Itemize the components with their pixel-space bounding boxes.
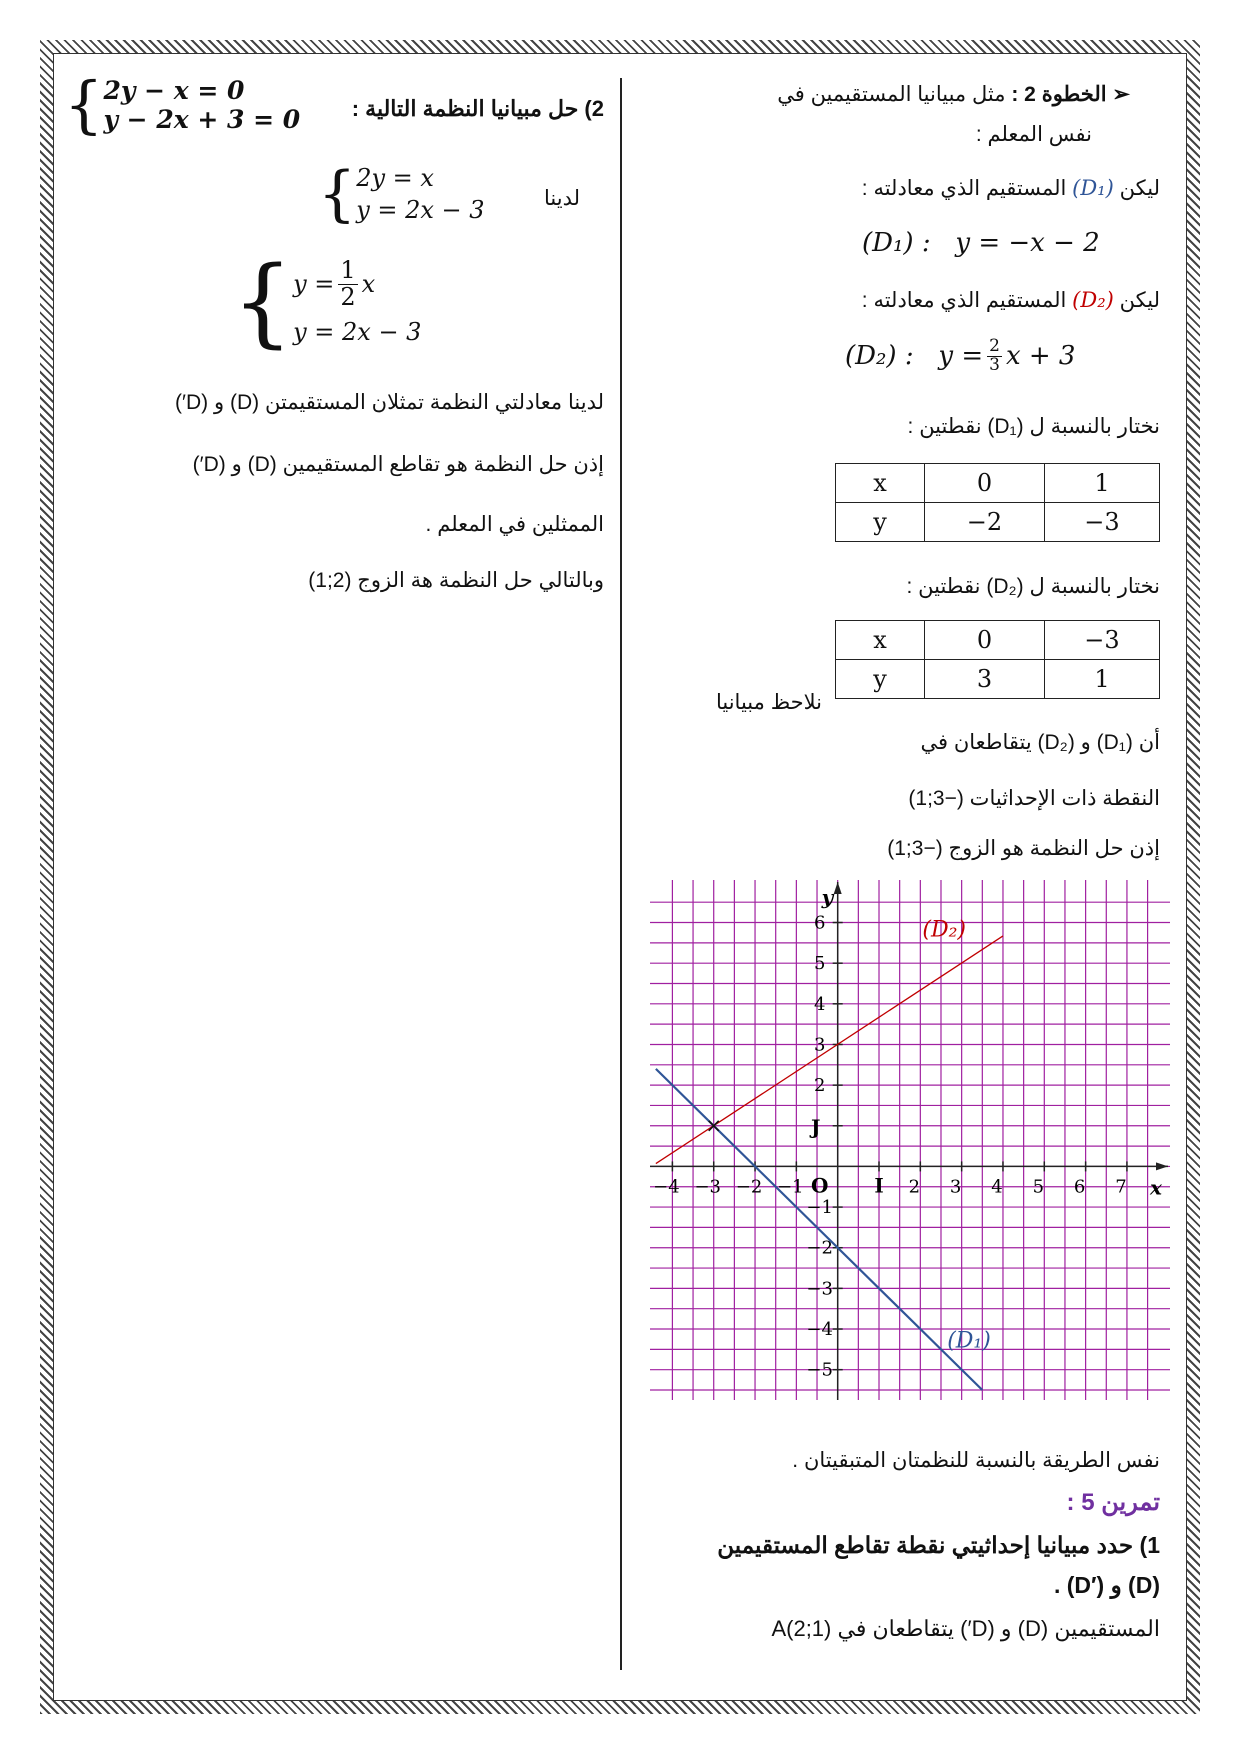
values-table-d1 [835,463,1160,542]
left-para-1: لدينا معادلتي النظمة تمثلان المستقيمتن (D) و (D′) [175,391,604,414]
x-axis-label: x [1150,1175,1162,1200]
x-tick-label: 6 [1073,1176,1086,1198]
system-3: { y = $\frac{1}{2}$ x y = 2x − 3 [232,246,422,358]
values-table-d2 [835,620,1160,699]
question-1-line-1: 1) حدد مبيانيا إحداثيتي نقطة تقاطع المستقيمين [717,1532,1160,1558]
left-para-4: وبالتالي حل النظمة هة الزوج (2;1) [308,569,604,592]
fraction-two-thirds [987,338,1002,375]
table-cell: 0 [925,621,1045,660]
x-tick-label: 3 [949,1176,962,1198]
x-tick-label: 2 [908,1176,921,1198]
system-3-eq2: y = 2x − 3 [293,317,422,346]
table-cell: y [836,503,925,542]
main-system-eq2: y − 2x + 3 = 0 [103,105,301,134]
y-axis-arrow [834,882,842,894]
main-system: { 2y − x = 0 y − 2x + 3 = 0 [64,68,301,141]
intersection-line-3: إذن حل النظمة هو الزوج (−3;1) [887,837,1160,860]
let-d1-name: (D₁) [1072,176,1114,200]
column-divider [620,78,622,1670]
y-tick-label: −2 [806,1237,833,1259]
x-tick-label: −4 [653,1176,680,1198]
y-tick-label: 3 [813,1034,826,1056]
table-row [836,621,1160,660]
x-tick-label: 7 [1115,1176,1127,1198]
system-2-eq1: 2y = x [356,164,434,192]
system-3-prefix: y = [293,270,335,298]
x-tick-label: 5 [1032,1176,1045,1198]
choose-d2: نختار بالنسبة ل (D₂) نقطتين : [906,575,1160,598]
table-cell: 1 [1045,660,1160,699]
y-tick-label: 6 [813,912,826,934]
eq-d2-suffix: x + 3 [1005,341,1076,372]
left-heading: 2) حل مبيانيا النظمة التالية : [351,96,604,121]
let-d1-line [862,176,1160,201]
answer-text: المستقيمين (D) و (D′) يتقاطعان في A(2;1) [771,1616,1160,1641]
table-row [836,503,1160,542]
table-cell: x [836,464,925,503]
y-axis-label: y [821,885,834,909]
y-tick-label: −1 [806,1197,833,1219]
equation-d2 [845,338,1075,375]
let-d2-line [862,288,1160,313]
system-2: { 2y = x y = 2x − 3 [318,159,485,230]
series-label-d1: (D₁) [947,1328,991,1354]
system-2-eq2: y = 2x − 3 [356,196,485,225]
notice-text: نلاحظ مبيانيا [715,691,822,714]
question-1-line-2: . (D′) و (D) [1053,1572,1160,1598]
frac-den: 2 [340,282,356,311]
y-tick-label: −4 [806,1319,833,1341]
x-axis-arrow [1156,1162,1168,1170]
x-tick-label: −1 [777,1176,804,1198]
eq-d2-den: 3 [989,354,1000,375]
table-cell: −3 [1045,621,1160,660]
coordinate-graph [650,880,1170,1400]
frac-num: 1 [340,256,356,285]
table-cell: 3 [925,660,1045,699]
table-cell: x [836,621,925,660]
main-system-eq1: 2y − x = 0 [103,76,245,105]
ladina-label: لدينا [543,187,580,210]
equation-d1: (D₁) : y = −x − 2 [862,228,1100,258]
intersection-line-2: النقطة ذات الإحداثيات (−3;1) [908,787,1160,810]
series-label-d2: (D₂) [922,917,967,943]
let-d2-name: (D₂) [1072,288,1114,312]
fraction-half [338,258,357,309]
unit-x-label: I [874,1173,884,1198]
y-tick-label: 4 [813,993,826,1015]
system-3-suffix: x [361,270,376,298]
left-para-3: الممثلين في المعلم . [425,513,604,536]
let-d1-b: المستقيم الذي معادلته : [861,177,1067,200]
choose-d1: نختار بالنسبة ل (D₁) نقطتين : [907,415,1160,438]
eq-d2-prefix: (D₂) : y = [845,341,984,372]
exercise-5-title: تمرين 5 : [1066,1489,1160,1516]
y-tick-label: −5 [806,1359,833,1381]
table-cell: y [836,660,925,699]
step-2-title: ➢ الخطوة 2 : [1011,83,1130,106]
y-tick-label: −3 [806,1278,833,1300]
let-d1-a: ليكن [1119,177,1160,200]
x-tick-label: −3 [694,1176,721,1198]
table-cell: 0 [925,464,1045,503]
x-tick-label: −2 [735,1176,763,1198]
origin-label: O [810,1173,829,1198]
let-d2-a: ليكن [1119,289,1160,312]
unit-y-label: J [810,1114,821,1139]
step-2-line [777,82,1130,107]
same-method-text: نفس الطريقة بالنسبة للنظمتان المتبقيتان . [792,1449,1160,1472]
left-para-2: إذن حل النظمة هو تقاطع المستقيمين (D) و (D′) [192,453,604,476]
table-cell: −3 [1045,503,1160,542]
y-tick-label: 5 [813,953,826,975]
x-tick-label: 4 [991,1176,1003,1198]
y-tick-label: 2 [813,1075,826,1097]
table-row [836,660,1160,699]
series-line-2 [656,936,1003,1164]
table-cell: 1 [1045,464,1160,503]
step-2-text: مثل مبيانيا المستقيمين في [777,83,1006,106]
table-cell: −2 [925,503,1045,542]
intersection-line-1: أن (D₁) و (D₂) يتقاطعان في [920,731,1160,754]
eq-d2-num: 2 [989,336,1000,356]
let-d2-b: المستقيم الذي معادلته : [861,289,1067,312]
step-2-text2: نفس المعلم : [975,123,1092,146]
table-row [836,464,1160,503]
